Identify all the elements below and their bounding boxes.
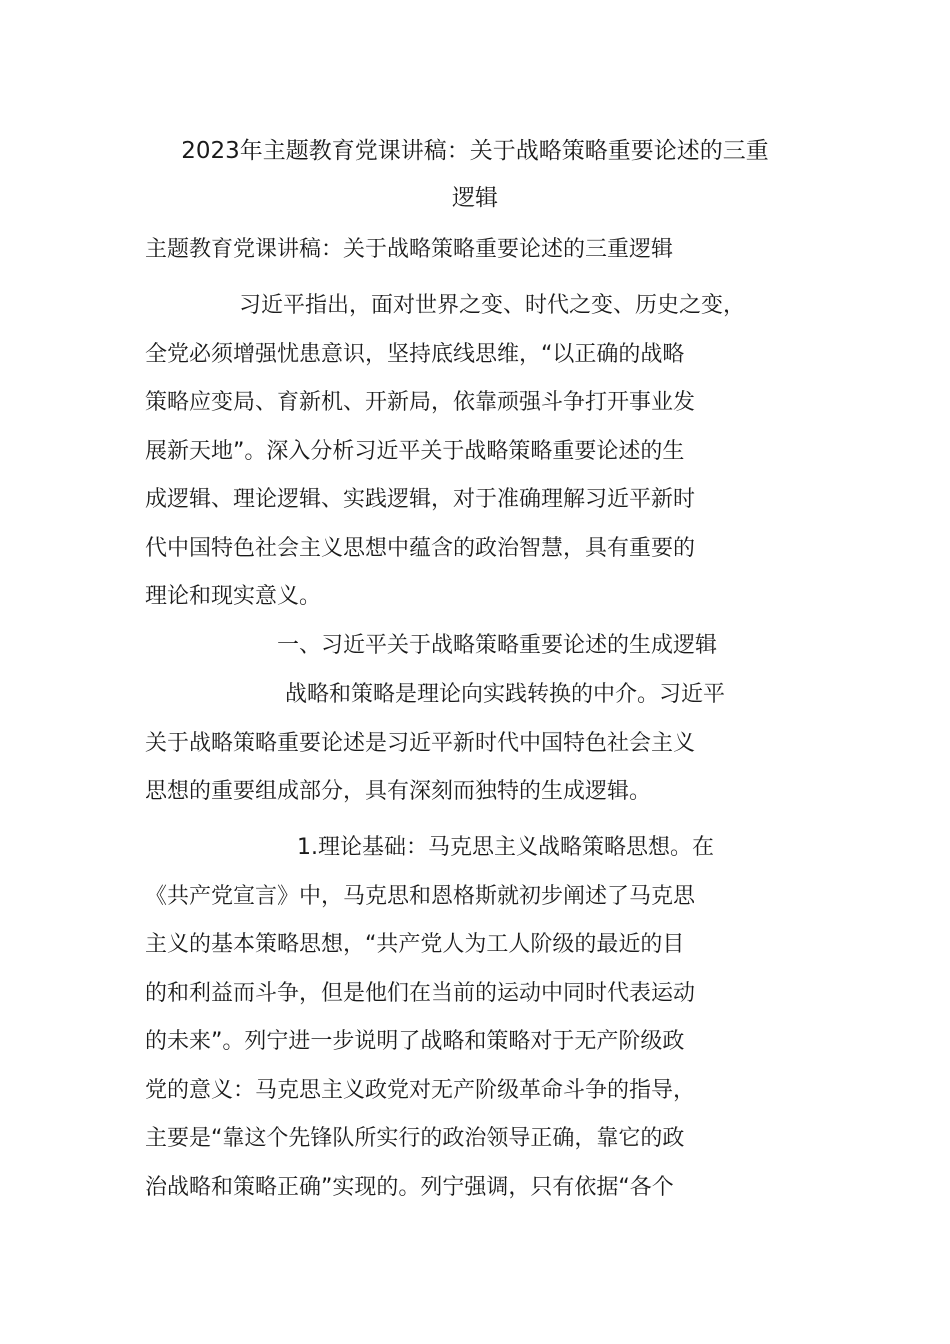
title-line-1: 2023年主题教育党课讲稿：关于战略策略重要论述的三重 [181, 138, 769, 164]
paragraph-line: 主要是“靠这个先锋队所实行的政治领导正确，靠它的政 [145, 1126, 685, 1151]
section-heading-1 [145, 622, 717, 671]
title-line-2: 逻辑 [452, 185, 498, 211]
paragraph-line: 习近平指出，面对世界之变、时代之变、历史之变， [239, 293, 746, 318]
paragraph-line: 党的意义：马克思主义政党对无产阶级革命斗争的指导， [145, 1077, 696, 1103]
paragraph-line: 1.理论基础：马克思主义战略策略思想。在 [297, 835, 714, 860]
paragraph-line: 策略应变局、育新机、开新局，依靠顽强斗争打开事业发 [145, 390, 696, 415]
paragraph-line: 全党必须增强忧患意识，坚持底线思维，“以正确的战略 [145, 341, 685, 367]
paragraph-line: 主义的基本策略思想，“共产党人为工人阶级的最近的目 [145, 932, 685, 957]
paragraph-line: 思想的重要组成部分，具有深刻而独特的生成逻辑。 [145, 779, 652, 804]
paragraph-line: 关于战略策略重要论述是习近平新时代中国特色社会主义 [145, 730, 696, 756]
document-subtitle: 主题教育党课讲稿：关于战略策略重要论述的三重逻辑 [145, 237, 674, 262]
paragraph-line: 战略和策略是理论向实践转换的中介。习近平 [285, 682, 726, 707]
paragraph-line: 成逻辑、理论逻辑、实践逻辑，对于准确理解习近平新时 [145, 487, 696, 512]
paragraph-2 [145, 671, 725, 817]
paragraph-line: 的和利益而斗争，但是他们在当前的运动中同时代表运动 [145, 980, 696, 1006]
paragraph-line: 的未来”。列宁进一步说明了战略和策略对于无产阶级政 [145, 1029, 685, 1054]
paragraph-3 [145, 824, 714, 1212]
paragraph-line: 《共产党宣言》中，马克思和恩格斯就初步阐述了马克思 [145, 883, 696, 909]
paragraph-line: 展新天地”。深入分析习近平关于战略策略重要论述的生 [145, 438, 685, 464]
paragraph-line: 代中国特色社会主义思想中蕴含的政治智慧，具有重要的 [145, 535, 696, 561]
paragraph-1 [145, 282, 745, 622]
heading-line: 一、习近平关于战略策略重要论述的生成逻辑 [277, 633, 718, 658]
document-title [145, 128, 805, 222]
paragraph-line: 理论和现实意义。 [145, 584, 322, 609]
paragraph-line: 治战略和策略正确”实现的。列宁强调，只有依据“各个 [145, 1174, 674, 1200]
